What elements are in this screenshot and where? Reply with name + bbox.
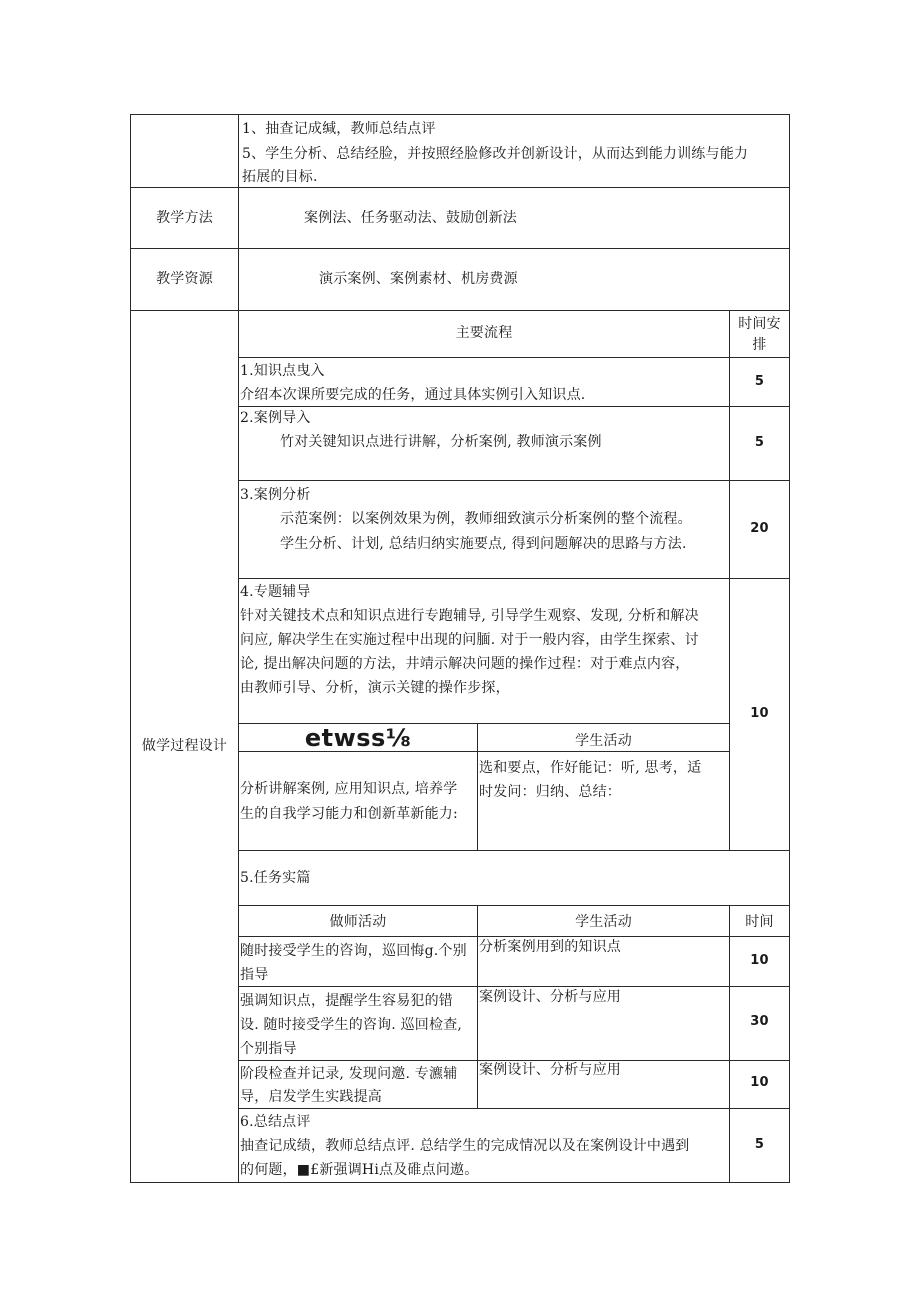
teaching-resources-label: 教学资源 <box>156 271 213 287</box>
header-time-line-2: 排 <box>752 337 767 353</box>
row-divider <box>130 187 790 188</box>
step-4-teacher-line-2: 生的自我学习能力和创新革新能力: <box>240 806 458 822</box>
step-6-text-2: 的何题，■£新强调Hi点及碓点问遨。 <box>240 1162 479 1178</box>
row-divider <box>130 310 790 311</box>
table-border-right <box>789 114 790 1183</box>
row-divider <box>130 248 790 249</box>
step-5-teacher-header: 做师活动 <box>329 914 387 930</box>
step-5-row-2-time: 30 <box>750 1014 769 1029</box>
step-5-row-3-student: 案例设计、分析与应用 <box>479 1062 621 1078</box>
step-4-title: 4.专题辅导 <box>240 584 311 600</box>
step-1-title: 1.知识点曳入 <box>240 363 325 379</box>
step-5-row-2-teacher-1: 强调知识点，提醒学生容易犯的错 <box>240 993 453 1009</box>
top-row-line-3: 拓展的目标. <box>242 169 318 185</box>
step-6-time: 5 <box>754 1137 765 1152</box>
row-divider <box>238 905 790 906</box>
header-main-flow: 主要流程 <box>455 325 513 341</box>
step-4-teacher-header: etwss⅛ <box>304 724 412 752</box>
step-5-row-3-teacher-2: 导，启发学生实践提高 <box>240 1089 382 1105</box>
step-2-time: 5 <box>754 435 765 450</box>
step-5-row-3-time: 10 <box>750 1075 769 1090</box>
top-row-line-1: 1、抽查记成缄，教师总结点评 <box>242 121 436 137</box>
step-1-time: 5 <box>754 374 765 389</box>
step-4-student-line-2: 时发问：归纳、总结： <box>479 784 621 800</box>
step-2-text: 竹对关键知识点进行讲解，分析案例, 教师演示案例 <box>280 434 602 450</box>
row-divider <box>238 480 790 481</box>
teaching-resources-value: 演示案例、案例素材、机房费源 <box>319 271 518 287</box>
step-4-text-1: 针对关键技术点和知识点进行专跑辅导, 引导学生观察、发现, 分析和解决 <box>240 608 699 624</box>
row-divider <box>238 1108 790 1109</box>
header-time-line-1: 时间安 <box>738 316 781 332</box>
table-border-bottom <box>130 1182 790 1183</box>
step-5-title: 5.任务实篇 <box>240 870 311 886</box>
column-divider-label <box>238 114 239 1183</box>
step-4-student-line-1: 选和要点，作好能记：听, 思考，适 <box>479 760 702 776</box>
row-divider <box>238 357 790 358</box>
step-5-row-1-student: 分析案例用到的知识点 <box>479 939 621 955</box>
step-4-text-3: 论, 提出解决问题的方法，井靖示解决问题的操作过程：对于难点内容， <box>240 656 690 672</box>
step-1-text: 介绍本次课所要完成的任务，通过具体实例引入知识点. <box>240 387 586 403</box>
step-5-row-3-teacher-1: 阶段检查并记录, 发现问邀. 专瀌辅 <box>240 1066 458 1082</box>
step-3-text-1: 示范案例：以案例效果为例，教师细致演示分析案例的整个流程。 <box>280 511 692 527</box>
step-6-text-1: 抽查记成绩，教师总结点评. 总结学生的完成情况以及在案例设计中遇到 <box>240 1138 690 1154</box>
top-row-line-2: 5、学生分析、总结经脸，并按照经脸修改并创新设计，从而达到能力训练与能力 <box>242 146 749 162</box>
step-4-time: 10 <box>750 706 769 721</box>
step-4-student-header: 学生活动 <box>575 733 632 749</box>
process-design-label: 做学过程设计 <box>141 738 228 754</box>
step-4-teacher-line-1: 分析讲解案例, 应用知识点, 培养学 <box>240 781 458 797</box>
step-5-row-1-time: 10 <box>750 953 769 968</box>
step-4-text-2: 问应, 解决学生在实施过程中出现的问腼. 对于一般内容，由学生探索、讨 <box>240 632 699 648</box>
row-divider <box>238 850 790 851</box>
step-6-title: 6.总结点评 <box>240 1114 311 1130</box>
step-3-text-2: 学生分析、计划, 总结归纳实施要点, 得到问题解决的思路与方法. <box>280 536 687 552</box>
step-5-row-1-teacher-2: 指导 <box>240 967 269 983</box>
teaching-method-value: 案例法、任务驱动法、鼓励创新法 <box>304 210 517 226</box>
step-4-text-4: 由教师引导、分析，演示关键的操作步探， <box>240 680 510 696</box>
step-5-student-header: 学生活动 <box>575 914 632 930</box>
step-5-row-2-teacher-3: 个别指导 <box>240 1041 297 1057</box>
step-3-title: 3.案例分析 <box>240 487 311 503</box>
step-3-time: 20 <box>750 521 769 536</box>
step-5-row-1-teacher-1: 随时接受学生的咨询，巡回悔g.个别 <box>240 943 467 959</box>
step-5-row-2-student: 案例设计、分析与应用 <box>479 989 621 1005</box>
step-5-row-2-teacher-2: 设. 随时接受学生的咨询. 巡回检查, <box>240 1017 463 1033</box>
step-2-title: 2.案例导入 <box>240 410 311 426</box>
row-divider <box>238 406 790 407</box>
row-divider <box>130 114 790 115</box>
step-5-time-header: 时间 <box>745 914 774 930</box>
teaching-method-label: 教学方法 <box>156 210 213 226</box>
row-divider <box>238 578 790 579</box>
